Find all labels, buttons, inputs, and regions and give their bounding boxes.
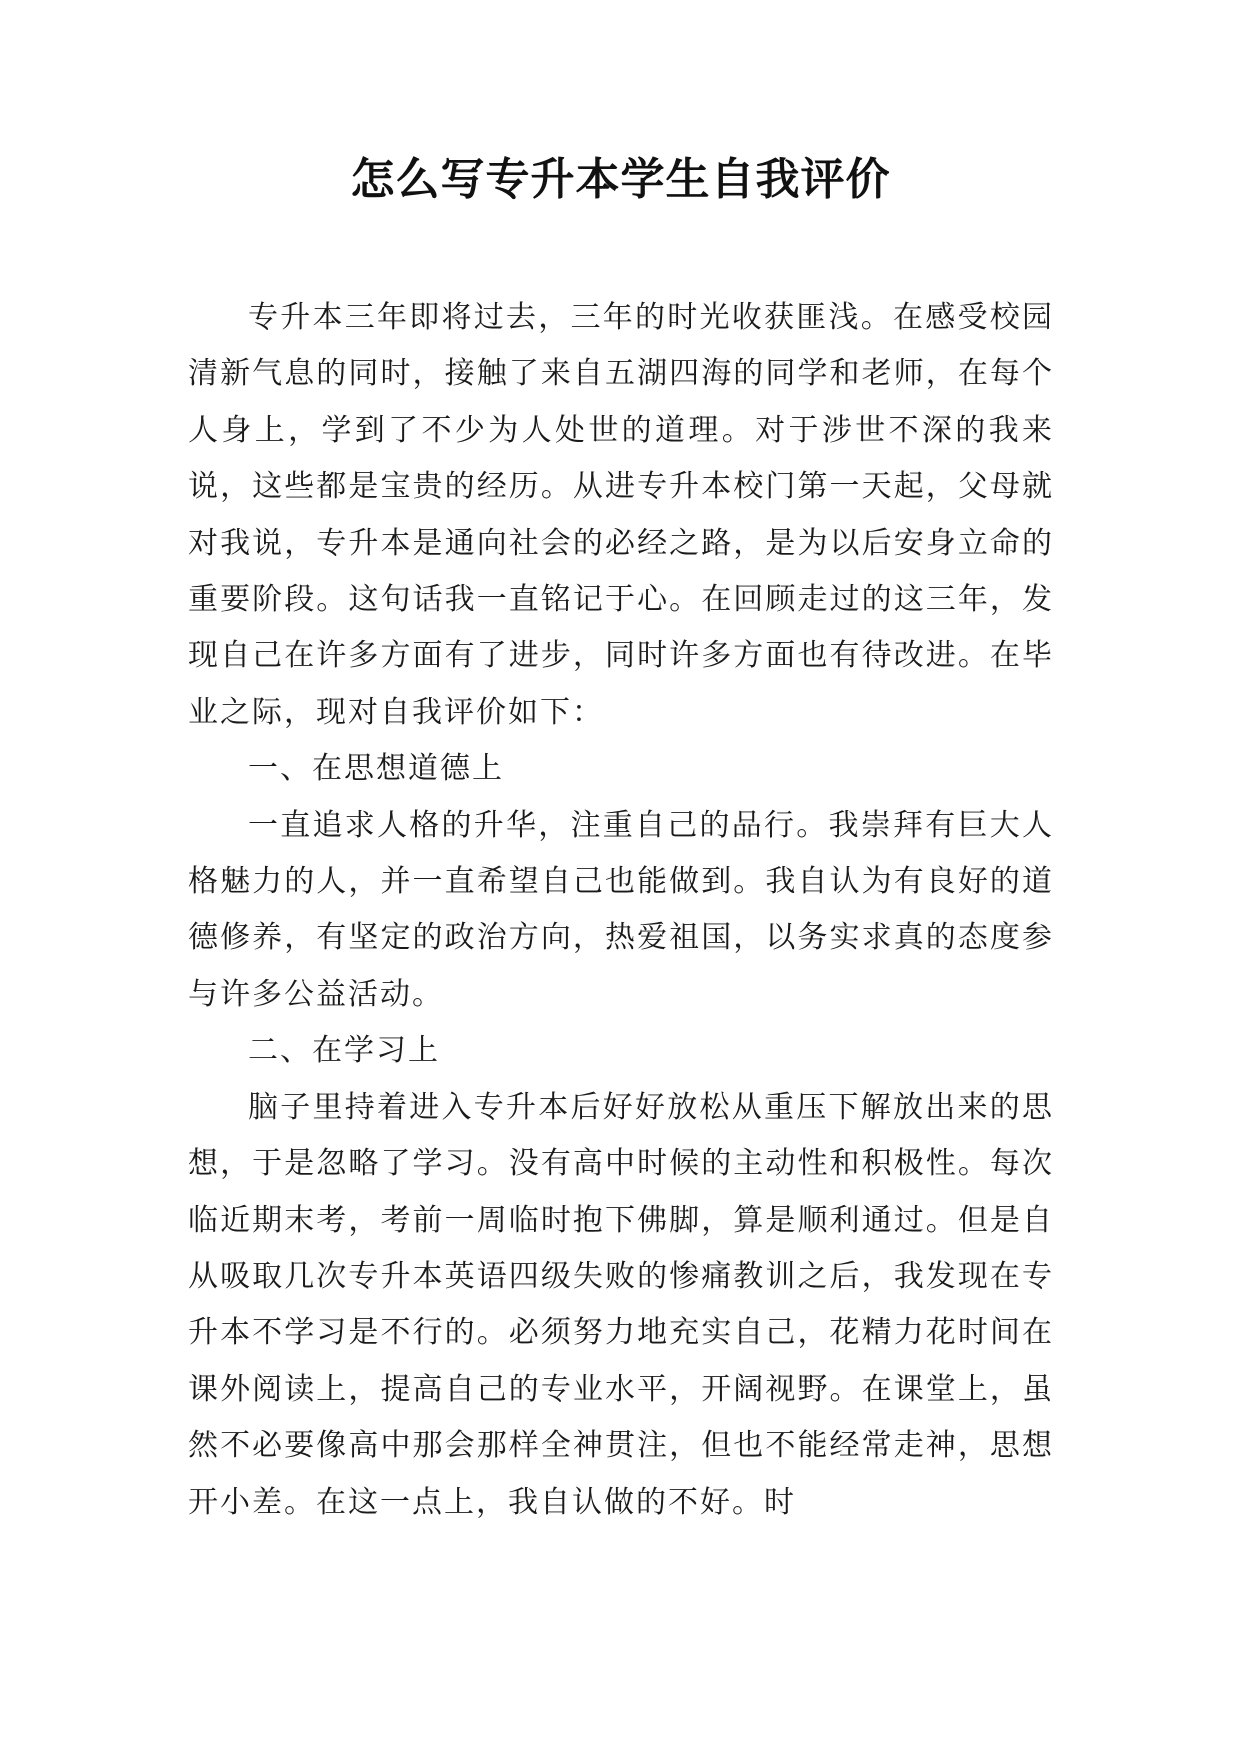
moral-paragraph: 一直追求人格的升华，注重自己的品行。我崇拜有巨大人格魅力的人，并一直希望自己也能做到。我自认为有良好的道德修养，有坚定的政治方向，热爱祖国，以务实求真的态度参与许多公益活动。 [188,807,1054,1012]
document-body [188,290,1054,1531]
study-paragraph: 脑子里持着进入专升本后好好放松从重压下解放出来的思想，于是忽略了学习。没有高中时候的主动性和积极性。每次临近期末考，考前一周临时抱下佛脚，算是顺利通过。但是自从吸取几次专升本英语四级失败的惨痛教训之后，我发现在专升本不学习是不行的。必须努力地充实自己，花精力花时间在课外阅读上，提高自己的专业水平，开阔视野。在课堂上，虽然不必要像高中那会那样全神贯注，但也不能经常走神，思想开小差。在这一点上，我自认做的不好。时 [188,1089,1054,1520]
document-title: 怎么写专升本学生自我评价 [350,154,891,205]
intro-paragraph: 专升本三年即将过去，三年的时光收获匪浅。在感受校园清新气息的同时，接触了来自五湖四海的同学和老师，在每个人身上，学到了不少为人处世的道理。对于涉世不深的我来说，这些都是宝贵的经历。从进专升本校门第一天起，父母就对我说，专升本是通向社会的必经之路，是为以后安身立命的重要阶段。这句话我一直铭记于心。在回顾走过的这三年，发现自己在许多方面有了进步，同时许多方面也有待改进。在毕业之际，现对自我评价如下： [188,300,1054,730]
section-heading-study: 二、在学习上 [248,1033,440,1069]
section-heading-moral: 一、在思想道德上 [248,751,504,787]
